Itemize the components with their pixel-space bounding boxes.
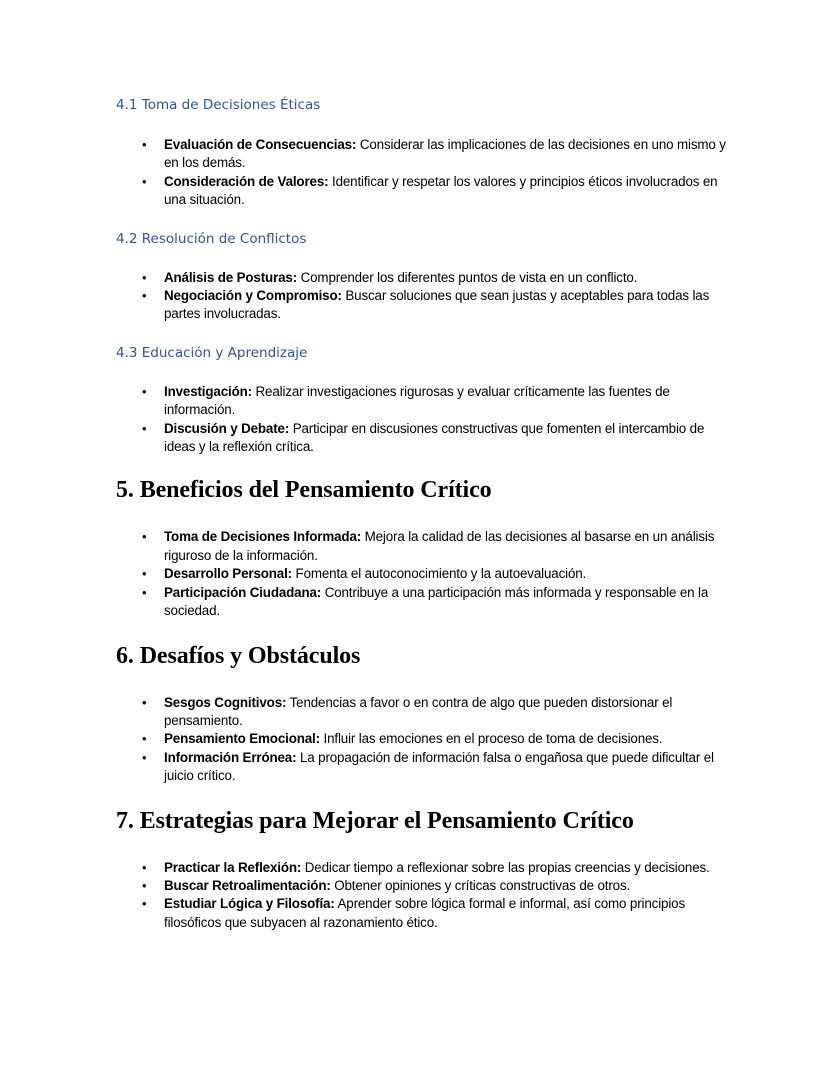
item-text: Buscar soluciones que sean justas y aceptables para todas las partes involucradas. (164, 288, 710, 322)
item-term: Sesgos Cognitivos: (164, 694, 287, 710)
item-text: Contribuye a una participación más informada y responsable en la sociedad. (164, 584, 709, 619)
item-text: Realizar investigaciones rigurosas y evaluar críticamente las fuentes de información. (164, 383, 670, 418)
item-term: Pensamiento Emocional: (164, 731, 320, 747)
section-heading-4-1: 4.1 Toma de Decisiones Éticas (116, 97, 321, 113)
list-item (116, 749, 726, 786)
bullet-icon: • (142, 877, 147, 893)
section-heading-6: 6. Desafíos y Obstáculos (116, 642, 361, 669)
bullet-icon: • (142, 173, 147, 189)
item-text: Fomenta el autoconocimiento y la autoevaluación. (291, 566, 587, 582)
bullet-icon: • (142, 420, 147, 436)
item-term: Consideración de Valores: (164, 173, 329, 189)
list-item (116, 287, 726, 324)
list-item (116, 565, 726, 583)
bullet-icon: • (142, 383, 147, 399)
item-term: Investigación: (164, 383, 252, 399)
bullet-list-6 (116, 694, 726, 786)
section-heading-5: 5. Beneficios del Pensamiento Crítico (116, 477, 492, 504)
list-item (116, 859, 726, 877)
item-text: Tendencias a favor o en contra de algo que pueden distorsionar el pensamiento. (164, 694, 673, 728)
item-term: Toma de Decisiones Informada: (164, 529, 362, 545)
bullet-icon: • (142, 269, 147, 285)
list-item (116, 420, 726, 457)
item-term: Negociación y Compromiso: (164, 288, 342, 304)
item-text: Mejora la calidad de las decisiones al basarse en un análisis riguroso de la información. (164, 529, 715, 563)
bullet-icon: • (142, 584, 147, 600)
bullet-icon: • (142, 859, 147, 875)
item-text: La propagación de información falsa o engañosa que puede dificultar el juicio crítico. (164, 749, 714, 784)
list-item (116, 269, 726, 287)
bullet-icon: • (142, 749, 147, 765)
list-item (116, 528, 726, 565)
bullet-icon: • (142, 529, 147, 545)
item-text: Obtener opiniones y críticas constructivas de otros. (330, 877, 631, 893)
list-item (116, 694, 726, 731)
list-item (116, 895, 726, 932)
bullet-list-4-2 (116, 269, 726, 324)
section-heading-7: 7. Estrategias para Mejorar el Pensamiento Crítico (116, 807, 634, 834)
item-text: Influir las emociones en el proceso de toma de decisiones. (319, 731, 663, 747)
document-content (116, 96, 726, 932)
item-term: Evaluación de Consecuencias: (164, 137, 357, 152)
bullet-icon: • (142, 137, 147, 152)
bullet-icon: • (142, 731, 147, 747)
bullet-icon: • (142, 288, 147, 304)
item-term: Practicar la Reflexión: (164, 859, 302, 875)
bullet-list-4-3 (116, 383, 726, 457)
item-term: Buscar Retroalimentación: (164, 877, 331, 893)
bullet-list-5 (116, 528, 726, 620)
item-text: Comprender los diferentes puntos de vista en un conflicto. (297, 269, 638, 285)
item-text: Aprender sobre lógica formal e informal, así como principios filosóficos que subyacen al razonamiento ético. (164, 896, 685, 930)
bullet-icon: • (142, 896, 147, 912)
bullet-list-7 (116, 859, 726, 933)
item-term: Desarrollo Personal: (164, 566, 292, 582)
section-heading-4-2: 4.2 Resolución de Conflictos (116, 230, 307, 247)
list-item (116, 877, 726, 895)
item-term: Discusión y Debate: (164, 420, 290, 436)
item-text: Dedicar tiempo a reflexionar sobre las propias creencias y decisiones. (301, 859, 710, 875)
item-text: Identificar y respetar los valores y principios éticos involucrados en una situación. (164, 173, 718, 208)
list-item (116, 584, 726, 621)
bullet-icon: • (142, 566, 147, 582)
section-heading-4-3: 4.3 Educación y Aprendizaje (116, 344, 308, 361)
item-term: Estudiar Lógica y Filosofía: (164, 896, 335, 912)
list-item (116, 173, 726, 210)
item-term: Participación Ciudadana: (164, 584, 322, 600)
bullet-list-4-1 (116, 136, 726, 210)
list-item (116, 730, 726, 748)
item-term: Análisis de Posturas: (164, 269, 298, 285)
item-text: Participar en discusiones constructivas que fomenten el intercambio de ideas y la reflexión crítica. (164, 420, 705, 455)
item-text: Considerar las implicaciones de las decisiones en uno mismo y en los demás. (164, 137, 726, 171)
item-term: Información Errónea: (164, 749, 297, 765)
list-item (116, 383, 726, 420)
list-item (116, 136, 726, 173)
bullet-icon: • (142, 694, 147, 710)
